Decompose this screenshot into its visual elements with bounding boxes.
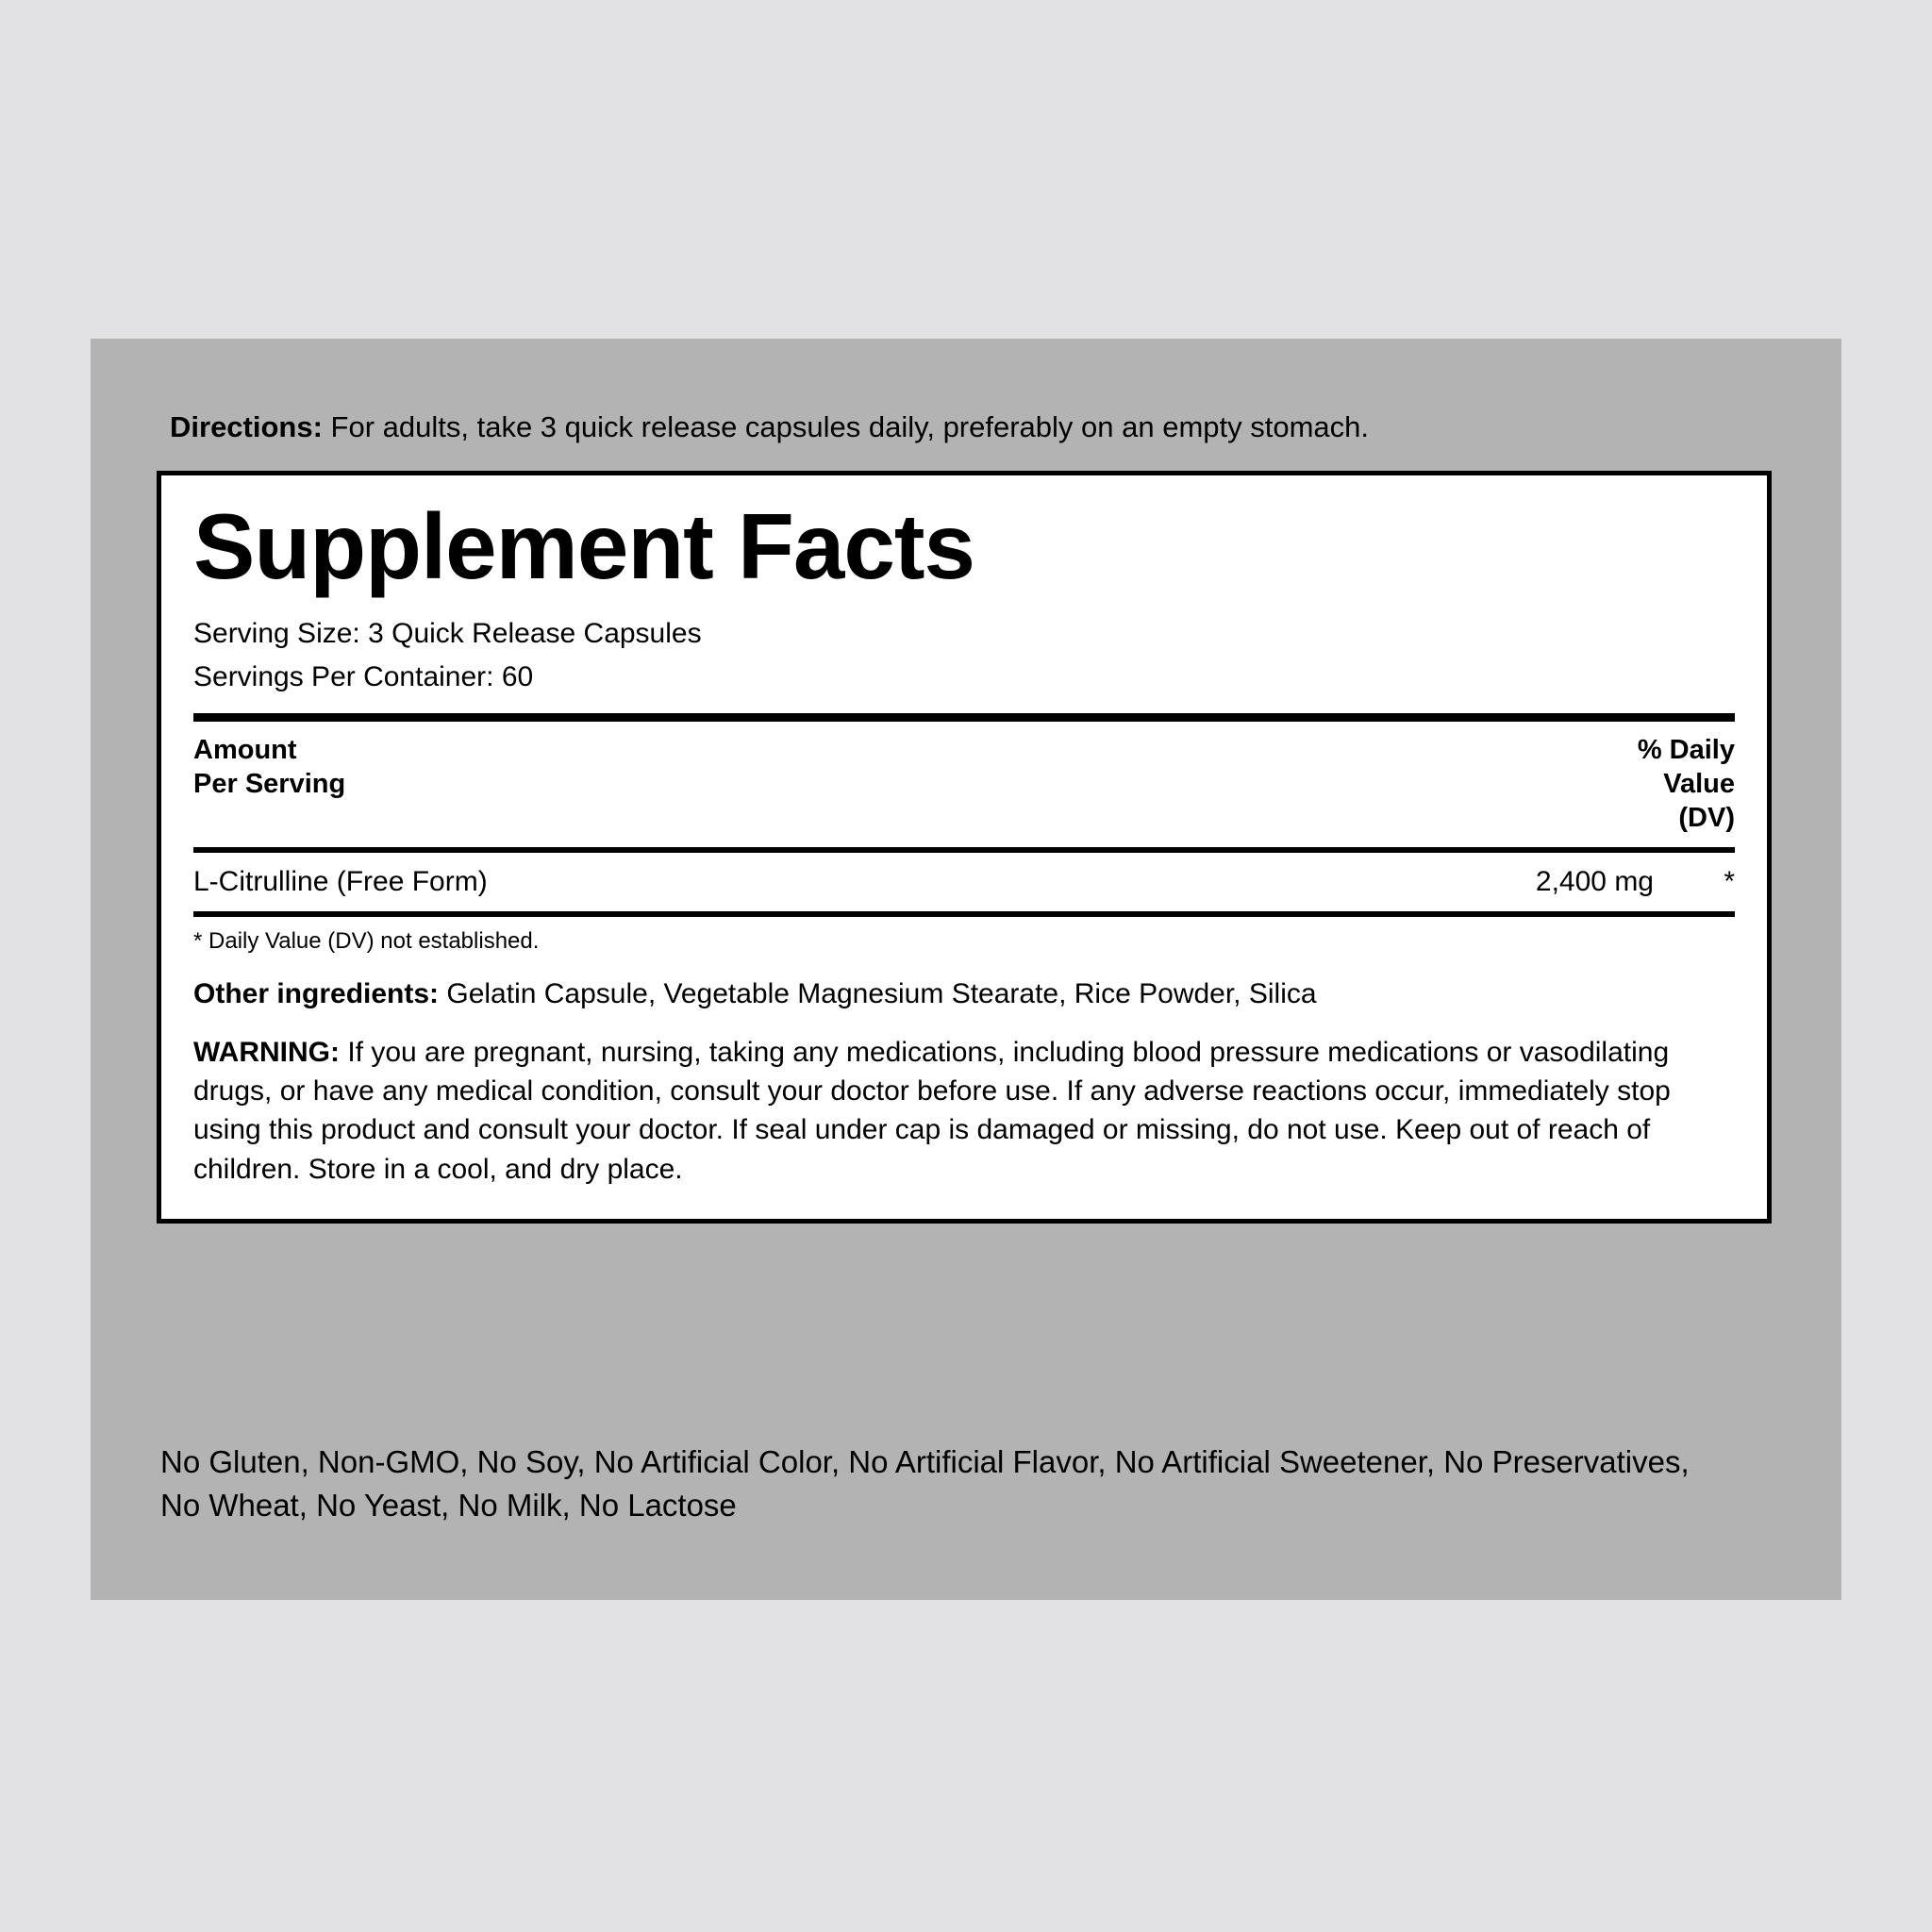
supplement-facts-title: Supplement Facts (193, 494, 975, 598)
nutrient-daily-value: * (1724, 865, 1735, 897)
other-ingredients-text: Gelatin Capsule, Vegetable Magnesium Stearate, Rice Powder, Silica (439, 977, 1317, 1009)
servings-per-container: Servings Per Container: 60 (193, 661, 534, 693)
supplement-label-panel (91, 339, 1841, 1600)
directions-label: Directions: (170, 410, 323, 443)
table-row (193, 866, 1735, 898)
other-ingredients-line (193, 975, 1735, 1012)
free-from-claims: No Gluten, Non-GMO, No Soy, No Artificial Color, No Artificial Flavor, No Artificial Sweetener, No Preservatives, No Wheat, No Yeast, No Milk, No Lactose (160, 1444, 1690, 1523)
dv-header-line2: Value (1663, 769, 1735, 800)
warning-block (193, 1033, 1735, 1190)
serving-size: Serving Size: 3 Quick Release Capsules (193, 617, 702, 649)
divider-thick-top (193, 713, 1735, 722)
divider-below-header (193, 847, 1735, 853)
dv-header-line3: (DV) (1678, 803, 1735, 834)
nutrient-name: L-Citrulline (Free Form) (193, 865, 488, 897)
daily-value-footnote: * Daily Value (DV) not established. (193, 927, 540, 954)
other-ingredients-label: Other ingredients: (193, 977, 440, 1009)
supplement-facts-box (157, 471, 1772, 1224)
amount-header-line2: Per Serving (193, 769, 346, 800)
amount-per-serving-header (193, 733, 345, 802)
warning-label: WARNING: (193, 1036, 340, 1068)
divider-below-rows (193, 911, 1735, 917)
nutrient-amount: 2,400 mg (1535, 865, 1654, 897)
dv-header-line1: % Daily (1637, 734, 1735, 765)
directions-text: For adults, take 3 quick release capsules daily, preferably on an empty stomach. (322, 410, 1370, 443)
daily-value-header (1638, 733, 1735, 836)
warning-text: If you are pregnant, nursing, taking any medications, including blood pressure medications or vasodilating drugs, or have any medical condition, consult your doctor before use. If any adverse reactions occur, immediately stop using this product and consult your doctor. If seal under cap is damaged or missing, do not use. Keep out of reach of children. Store in a cool, and dry place. (193, 1036, 1671, 1185)
directions-line (170, 409, 1774, 446)
amount-header-line1: Amount (193, 734, 297, 765)
table-header-row (193, 733, 1735, 836)
